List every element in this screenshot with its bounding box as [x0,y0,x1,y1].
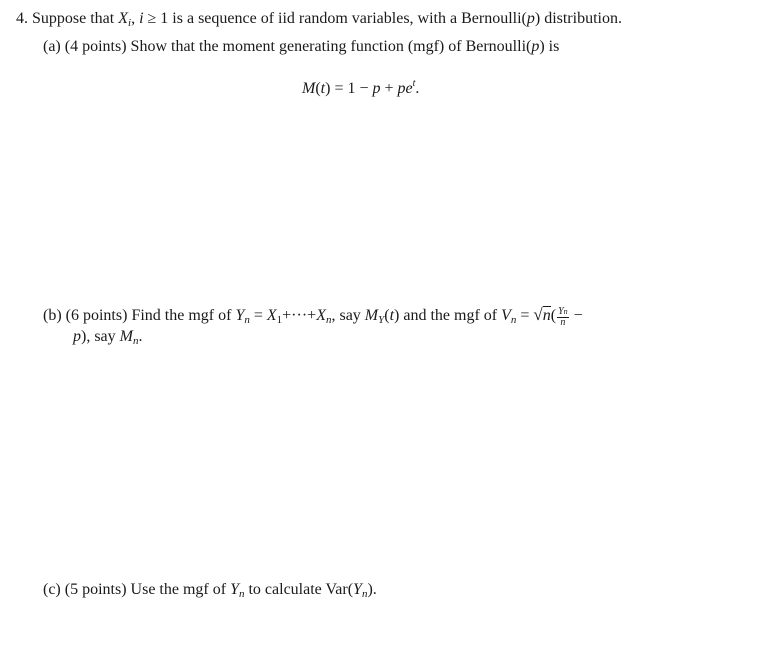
problem-statement: 4. Suppose that $X_i$, i ≥ 1 is a sequence of iid random variables, with a Bernoulli(p) distribution. [16,10,622,29]
part-b-label: (b) [43,307,62,324]
problem-intro-text: Suppose that [32,10,119,27]
part-a-label: (a) [43,38,61,55]
problem-number: 4. [16,10,28,27]
part-a-points: (4 points) [64,38,127,55]
part-a-text: Show that the moment generating function (mgf) of Bernoulli( [130,38,532,55]
part-c-points: (5 points) [64,581,127,598]
part-a-question: (a) (4 points) Show that the moment generating function (mgf) of Bernoulli(p) is [43,38,560,55]
part-c-question: (c) (5 points) Use the mgf of $Y_n$ to calculate $Var(Y_n)$. [43,581,377,600]
part-b-points: (6 points) [65,307,128,324]
part-b-question: (b) (6 points) Find the mgf of $Y_n = X_1+\cdot\cdot\cdot+X_n$, say $M_Y(t)$ and the mgf of $V_n = √n$( $\frac{Yn}{n}$ − [43,305,583,328]
part-c-label: (c) [43,581,61,598]
part-a-equation: $M(t) = 1 - p + pe^t$. [302,78,420,97]
part-b-continuation: p), say $M_n$. [73,328,143,347]
